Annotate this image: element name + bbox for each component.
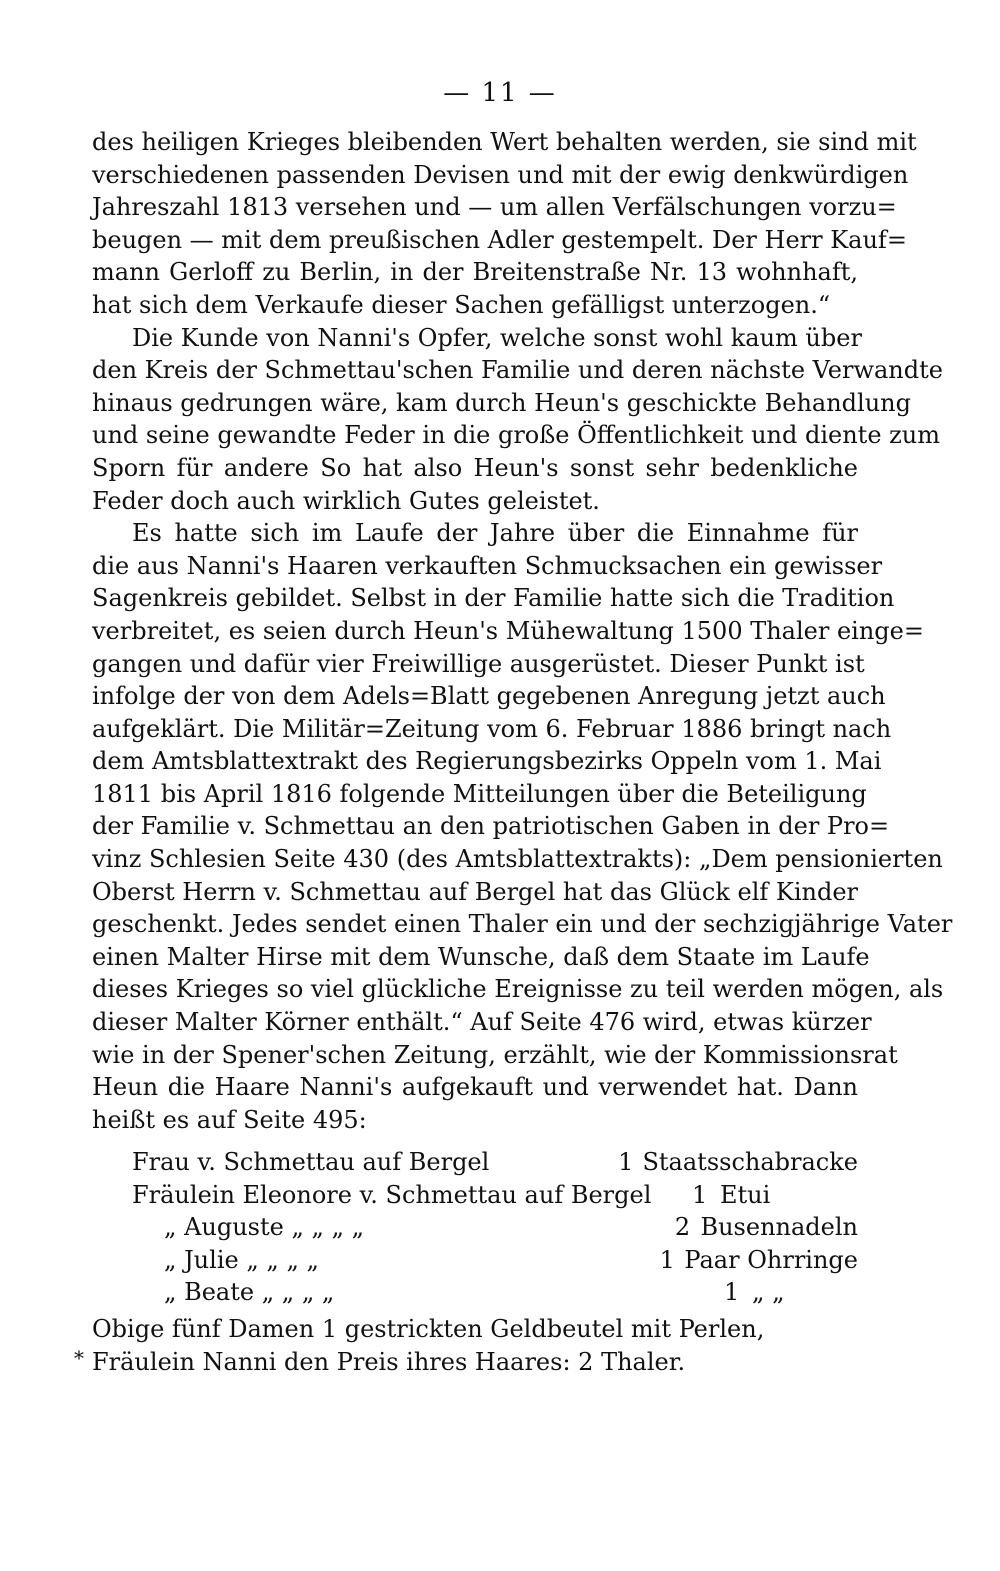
- item-quantity: 1: [692, 1180, 708, 1209]
- item-name: Etui: [720, 1180, 771, 1209]
- text-line: die aus Nanni's Haaren verkauften Schmucksachen ein gewisser: [92, 551, 883, 580]
- donor-name: Frau v. Schmettau auf Bergel: [132, 1148, 490, 1176]
- text-line: hat sich dem Verkaufe dieser Sachen gefälligst unterzogen.“: [92, 290, 831, 319]
- list-item: [92, 1211, 858, 1244]
- page-number: — 11 —: [443, 78, 557, 108]
- text-line: verschiedenen passenden Devisen und mit der ewig denkwürdigen: [92, 160, 909, 189]
- text-line: Heun die Haare Nanni's aufgekauft und verwendet hat. Dann: [92, 1073, 858, 1102]
- text-line: 1811 bis April 1816 folgende Mitteilungen über die Beteiligung: [92, 779, 867, 808]
- item-quantity: 1: [659, 1245, 675, 1274]
- text-line: Sporn für andere So hat also Heun's sonst sehr bedenkliche: [92, 453, 858, 482]
- text-line: Obige fünf Damen 1 gestrickten Geldbeutel mit Perlen,: [92, 1315, 765, 1343]
- donor-name: Fräulein Eleonore v. Schmettau auf Bergel: [132, 1180, 652, 1209]
- text-line: den Kreis der Schmettau'schen Familie und deren nächste Verwandte: [92, 356, 943, 385]
- text-line: der Familie v. Schmettau an den patriotischen Gaben in der Pro=: [92, 812, 890, 841]
- item-name: Busennadeln: [700, 1213, 858, 1242]
- text-line: geschenkt. Jedes sendet einen Thaler ein und der sechzigjährige Vater: [92, 910, 953, 939]
- donor-name: „ Beate „ „ „ „: [164, 1278, 335, 1307]
- list-item: [92, 1146, 858, 1179]
- text-line: Es hatte sich im Laufe der Jahre über die Einnahme für: [132, 519, 858, 548]
- text-line: gangen und dafür vier Freiwillige ausgerüstet. Dieser Punkt ist: [92, 649, 865, 678]
- text-line: und seine gewandte Feder in die große Öffentlichkeit und diente zum: [92, 421, 941, 450]
- text-line: infolge der von dem Adels=Blatt gegebenen Anregung jetzt auch: [92, 682, 886, 711]
- item-quantity: 2: [674, 1213, 691, 1242]
- text-line: vinz Schlesien Seite 430 (des Amtsblattextrakts): „Dem pensionierten: [92, 845, 943, 874]
- list-item: [92, 1276, 858, 1309]
- text-line: Feder doch auch wirklich Gutes geleistet.: [92, 486, 600, 515]
- margin-mark: *: [74, 1346, 84, 1370]
- body-text: [92, 126, 953, 1136]
- text-line: einen Malter Hirse mit dem Wunsche, daß dem Staate im Laufe: [92, 942, 870, 971]
- text-line: dieses Krieges so viel glückliche Ereignisse zu teil werden mögen, als: [92, 975, 944, 1004]
- item-name: Staatsschabracke: [642, 1148, 858, 1176]
- text-line: verbreitet, es seien durch Heun's Mühewaltung 1500 Thaler einge=: [92, 616, 924, 645]
- text-line: wie in der Spener'schen Zeitung, erzählt, wie der Kommissionsrat: [92, 1040, 898, 1069]
- text-line: heißt es auf Seite 495:: [92, 1105, 367, 1134]
- text-line: Sagenkreis gebildet. Selbst in der Familie hatte sich die Tradition: [92, 584, 895, 613]
- item-quantity: 1: [724, 1278, 740, 1307]
- list-item: [92, 1244, 858, 1277]
- text-line: des heiligen Krieges bleibenden Wert behalten werden, sie sind mit: [92, 128, 917, 156]
- donation-list: [92, 1146, 858, 1309]
- text-line: dem Amtsblattextrakt des Regierungsbezirks Oppeln vom 1. Mai: [92, 747, 882, 776]
- text-line: aufgeklärt. Die Militär=Zeitung vom 6. Februar 1886 bringt nach: [92, 714, 892, 743]
- text-line: mann Gerloff zu Berlin, in der Breitenstraße Nr. 13 wohnhaft,: [92, 258, 858, 287]
- item-name: „ „: [752, 1278, 785, 1307]
- text-line: Jahreszahl 1813 versehen und — um allen Verfälschungen vorzu=: [92, 193, 897, 222]
- item-name: Paar Ohrringe: [684, 1245, 858, 1274]
- text-line: dieser Malter Körner enthält.“ Auf Seite 476 wird, etwas kürzer: [92, 1008, 872, 1037]
- text-line: beugen — mit dem preußischen Adler gestempelt. Der Herr Kauf=: [92, 225, 907, 254]
- text-line: Oberst Herrn v. Schmettau auf Bergel hat das Glück elf Kinder: [92, 877, 858, 906]
- text-line: Fräulein Nanni den Preis ihres Haares: 2 Thaler.: [92, 1347, 686, 1376]
- closing-text: [92, 1313, 858, 1378]
- text-line: hinaus gedrungen wäre, kam durch Heun's geschickte Behandlung: [92, 388, 911, 417]
- donor-name: „ Auguste „ „ „ „: [164, 1213, 365, 1242]
- item-quantity: 1: [618, 1148, 634, 1176]
- text-line: Die Kunde von Nanni's Opfer, welche sonst wohl kaum über: [132, 323, 862, 352]
- donor-name: „ Julie „ „ „ „: [164, 1245, 319, 1274]
- list-item: [92, 1179, 858, 1212]
